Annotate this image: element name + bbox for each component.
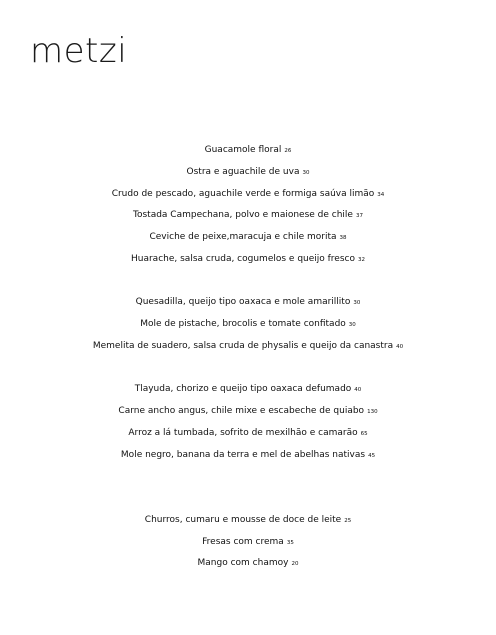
menu-item bbox=[0, 188, 496, 201]
menu-item bbox=[0, 166, 496, 179]
menu-item-price: 34 bbox=[377, 191, 385, 198]
menu-item-name: Carne ancho angus, chile mixe e escabeche de quiabo bbox=[118, 406, 365, 416]
menu-item-name: Quesadilla, queijo tipo oaxaca e mole amarillito bbox=[135, 297, 351, 307]
menu-item-price: 30 bbox=[348, 321, 356, 328]
menu-item bbox=[0, 427, 496, 440]
menu-item-price: 38 bbox=[339, 234, 347, 241]
menu-item-name: Memelita de suadero, salsa cruda de physalis e queijo da canastra bbox=[92, 341, 394, 351]
menu-item bbox=[0, 405, 496, 418]
menu-item-price: 30 bbox=[302, 169, 310, 176]
menu-item-name: Mole de pistache, brocolis e tomate confitado bbox=[140, 319, 346, 329]
menu-item-price: 25 bbox=[344, 517, 352, 524]
menu-item-name: Churros, cumaru e mousse de doce de leite bbox=[144, 515, 342, 525]
menu-item-price: 20 bbox=[291, 560, 299, 567]
menu-item-price: 40 bbox=[354, 386, 362, 393]
menu-item-name: Guacamole floral bbox=[204, 145, 282, 155]
menu-item-price: 30 bbox=[353, 299, 361, 306]
menu-item-name: Fresas com crema bbox=[202, 537, 284, 547]
menu-item-price: 45 bbox=[368, 452, 376, 459]
menu-item bbox=[0, 144, 496, 157]
menu-item bbox=[0, 557, 496, 570]
menu-item bbox=[0, 296, 496, 309]
menu-item-price: 37 bbox=[355, 212, 363, 219]
menu-item-price: 32 bbox=[358, 256, 365, 263]
menu-item bbox=[0, 231, 496, 244]
menu-item-price: 26 bbox=[284, 147, 292, 154]
menu-item-price: 65 bbox=[360, 430, 368, 437]
restaurant-logo: metzi bbox=[30, 31, 128, 71]
menu-item-price: 35 bbox=[286, 539, 294, 546]
menu-item bbox=[0, 514, 496, 527]
menu-item-name: Tostada Campechana, polvo e maionese de chile bbox=[133, 210, 353, 220]
menu-item-name: Mango com chamoy bbox=[197, 558, 289, 568]
menu-item bbox=[0, 318, 496, 331]
menu-item-price: 130 bbox=[367, 408, 378, 415]
menu-item-name: Mole negro, banana da terra e mel de abelhas nativas bbox=[120, 450, 366, 460]
menu-item-price: 40 bbox=[396, 343, 404, 350]
menu-item-name: Crudo de pescado, aguachile verde e formiga saúva limão bbox=[111, 189, 375, 199]
menu-item-name: Ostra e aguachile de uva bbox=[186, 167, 300, 177]
menu-item-name: Ceviche de peixe,maracuja e chile morita bbox=[149, 232, 337, 242]
menu-item-name: Huarache, salsa cruda, cogumelos e queijo fresco bbox=[131, 254, 355, 264]
menu-item-name: Tlayuda, chorizo e queijo tipo oaxaca defumado bbox=[134, 384, 352, 394]
menu-item bbox=[0, 383, 496, 396]
menu-item bbox=[0, 209, 496, 222]
menu-item bbox=[0, 340, 496, 353]
menu-item-name: Arroz a lá tumbada, sofrito de mexilhão e camarão bbox=[128, 428, 358, 438]
menu-item bbox=[0, 253, 496, 266]
menu-item bbox=[0, 449, 496, 462]
menu-item bbox=[0, 536, 496, 549]
